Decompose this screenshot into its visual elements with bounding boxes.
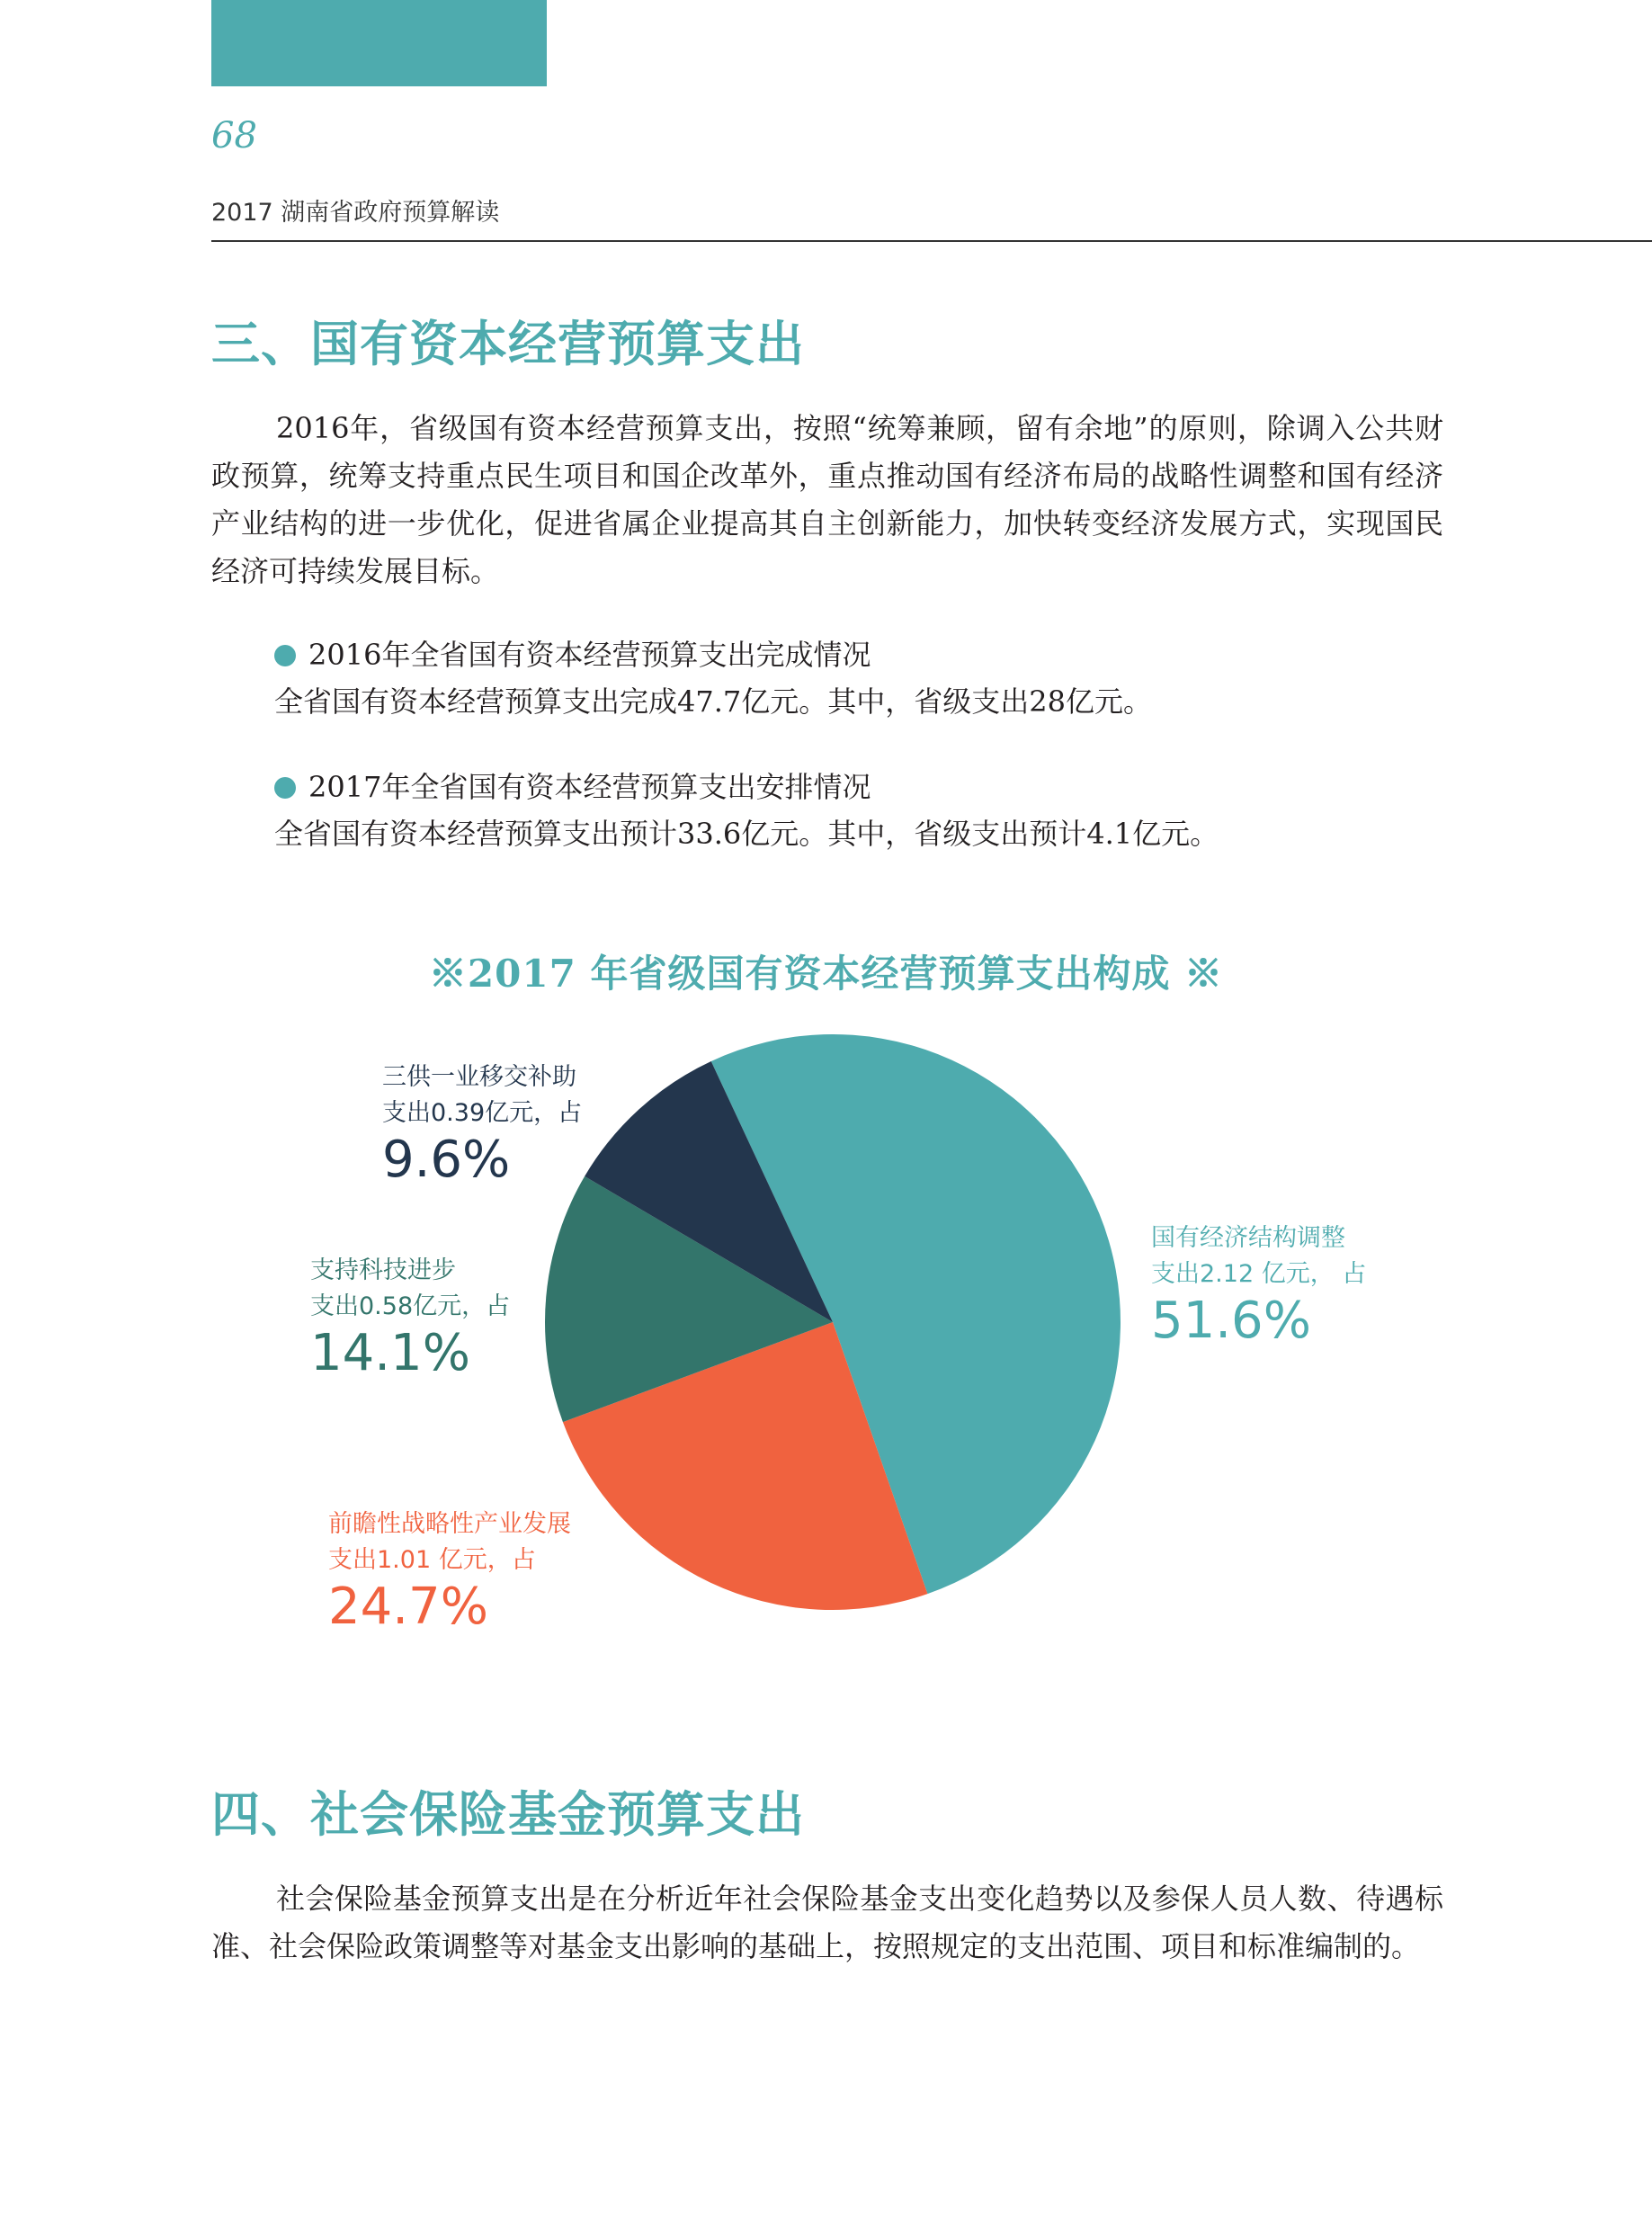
section-4-intro-paragraph: 社会保险基金预算支出是在分析近年社会保险基金支出变化趋势以及参保人员人数、待遇标准、社会保险政策调整等对基金支出影响的基础上，按照规定的支出范围、项目和标准编制的。 — [211, 1882, 1443, 1963]
section-heading-3: 三、国有资本经营预算支出 — [211, 316, 805, 372]
pie-label-name: 三供一业移交补助 — [382, 1063, 576, 1091]
pie-label-name: 前瞻性战略性产业发展 — [328, 1510, 571, 1538]
pie-label-name: 支持科技进步 — [310, 1256, 456, 1284]
page-number: 68 — [211, 115, 257, 156]
chart-title: ※2017 年省级国有资本经营预算支出构成 ※ — [428, 952, 1224, 996]
bullet-body-2017: 全省国有资本经营预算支出预计33.6亿元。其中，省级支出预计4.1亿元。 — [274, 817, 1219, 851]
pie-label-amount: 支出0.58亿元，占 — [310, 1292, 511, 1320]
pie-label-amount: 支出2.12 亿元， 占 — [1151, 1260, 1367, 1288]
pie-label-technology — [310, 1253, 510, 1382]
pie-label-percent: 9.6% — [382, 1131, 511, 1189]
pie-label-percent: 51.6% — [1151, 1292, 1311, 1350]
pie-label-percent: 14.1% — [310, 1324, 470, 1382]
section-3-intro-paragraph: 2016年，省级国有资本经营预算支出，按照“统筹兼顾，留有余地”的原则，除调入公共财政预算，统筹支持重点民生项目和国企改革外，重点推动国有经济布局的战略性调整和国有经济产业结构的进一步优化，促进省属企业提高其自主创新能力，加快转变经济发展方式，实现国民经济可持续发展目标。 — [211, 411, 1443, 588]
pie-label-transfer-subsidy — [382, 1059, 582, 1189]
pie-label-name: 国有经济结构调整 — [1151, 1224, 1345, 1252]
section-heading-4: 四、社会保险基金预算支出 — [211, 1786, 805, 1843]
pie-label-amount: 支出1.01 亿元，占 — [328, 1546, 536, 1574]
pie-label-structure-adjustment — [1151, 1220, 1366, 1350]
bullet-title-2017: 2017年全省国有资本经营预算支出安排情况 — [274, 769, 871, 805]
running-header: 2017 湖南省政府预算解读 — [211, 199, 500, 227]
pie-label-percent: 24.7% — [328, 1578, 488, 1636]
pie-label-strategic-industry — [328, 1506, 571, 1636]
pie-label-amount: 支出0.39亿元，占 — [382, 1099, 583, 1127]
bullet-body-2016: 全省国有资本经营预算支出完成47.7亿元。其中，省级支出28亿元。 — [274, 684, 1152, 719]
bullet-title-2016: 2016年全省国有资本经营预算支出完成情况 — [274, 637, 871, 673]
